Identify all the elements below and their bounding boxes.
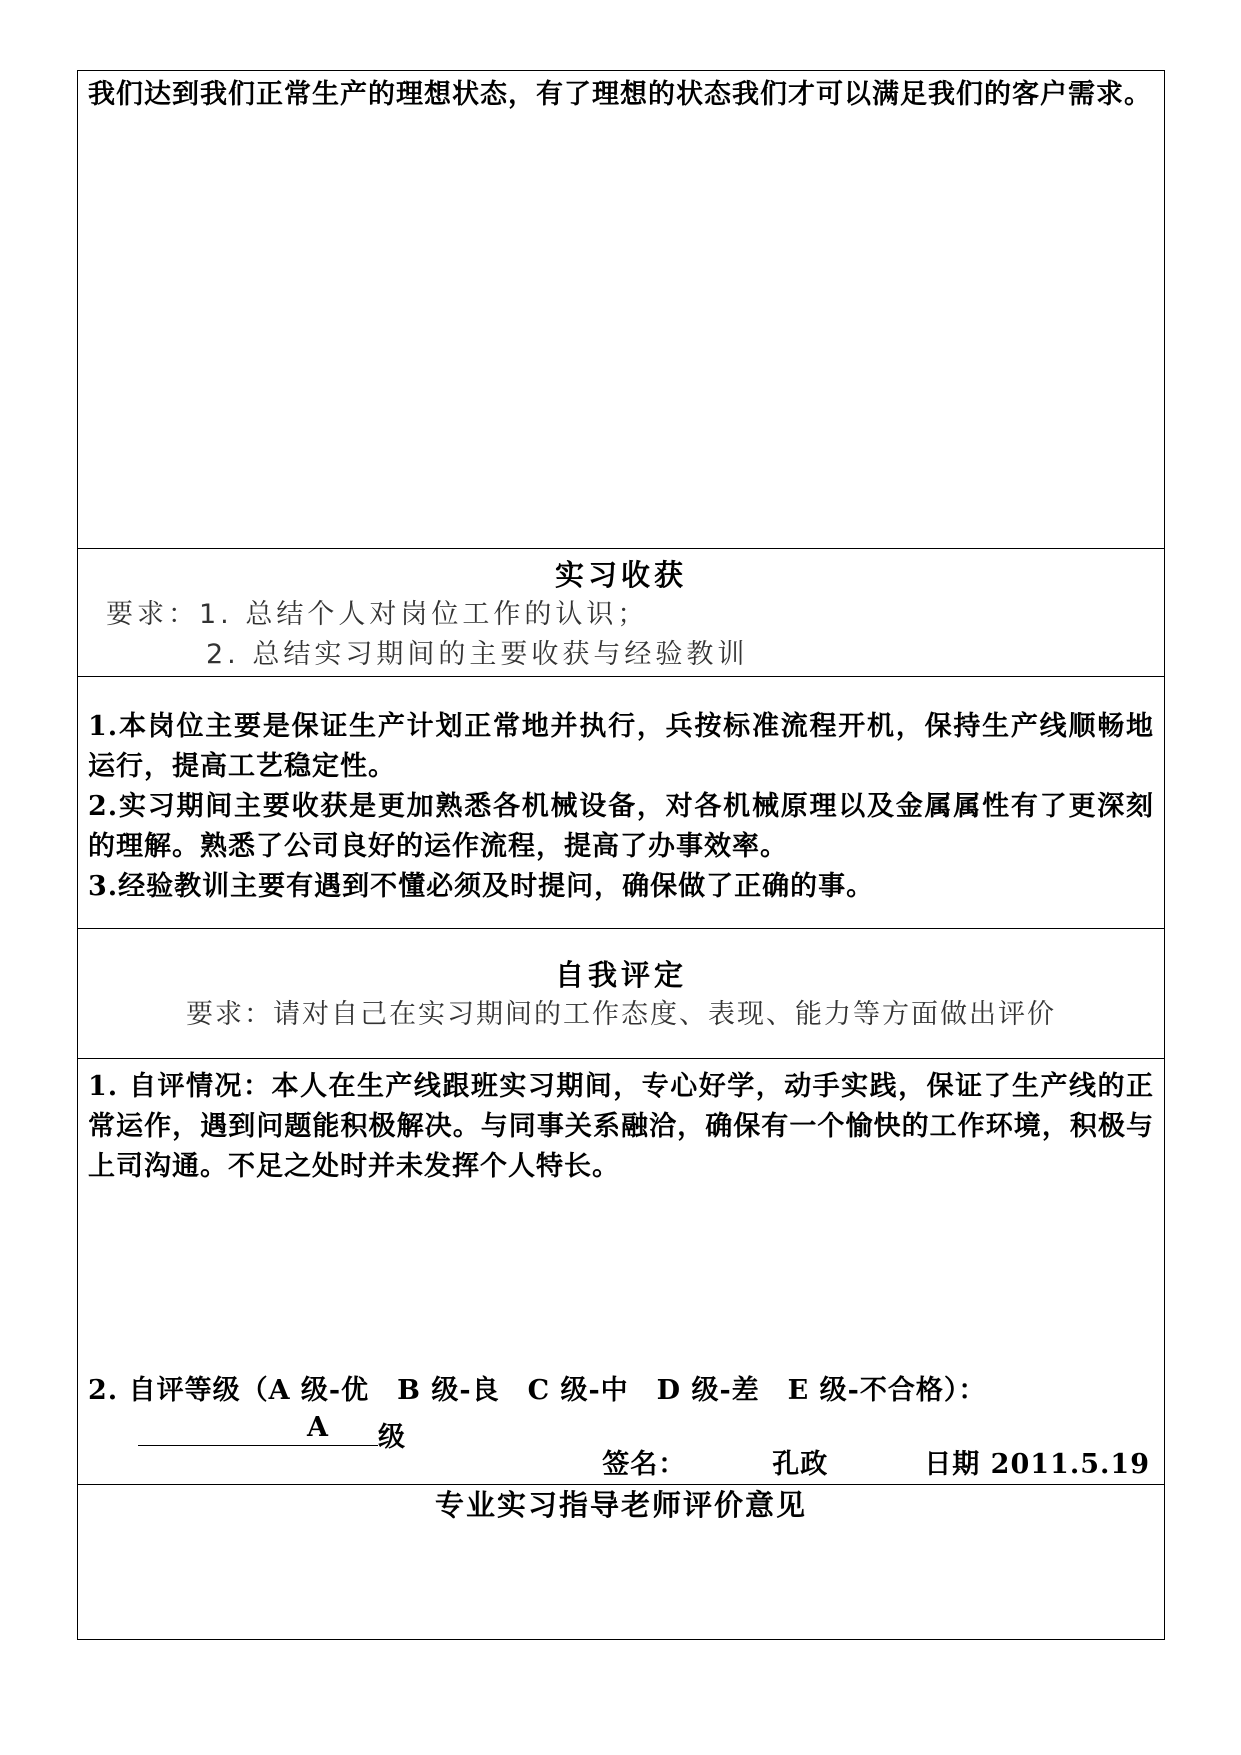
harvest-paragraph-1: 1.本岗位主要是保证生产计划正常地并执行，兵按标准流程开机，保持生产线顺畅地运行，提高工艺稳定性。 — [88, 711, 1154, 782]
sign-name: 孔政 — [772, 1449, 829, 1480]
teacher-section — [78, 1485, 1164, 1641]
sign-label: 签名： — [602, 1449, 687, 1480]
evaluation-table — [77, 70, 1165, 1640]
harvest-requirement-2 — [78, 635, 1164, 675]
harvest-body — [78, 677, 1164, 907]
grade-suffix: 级 — [378, 1422, 405, 1453]
self-eval-requirement: 要求：请对自己在实习期间的工作态度、表现、能力等方面做出评价 — [186, 999, 1056, 1030]
harvest-header-section — [78, 549, 1164, 677]
date-label: 日期 2011.5.19 — [924, 1449, 1150, 1480]
teacher-title: 专业实习指导老师评价意见 — [434, 1488, 807, 1522]
harvest-requirement-1 — [78, 595, 1164, 635]
harvest-requirement-item-1: 1. 总结个人对岗位工作的认识； — [199, 599, 649, 630]
harvest-paragraph-2: 2.实习期间主要收获是更加熟悉各机械设备，对各机械原理以及金属属性有了更深刻的理解。熟悉了公司良好的运作流程，提高了办事效率。 — [88, 791, 1154, 862]
self-eval-body-section — [78, 1059, 1164, 1485]
continuation-text: 我们达到我们正常生产的理想状态，有了理想的状态我们才可以满足我们的客户需求。 — [88, 79, 1152, 110]
grade-value: A — [307, 1412, 328, 1443]
signature-row — [602, 1445, 1150, 1485]
harvest-body-section — [78, 677, 1164, 929]
self-eval-title: 自我评定 — [554, 958, 687, 992]
self-eval-grade-row — [138, 1411, 405, 1458]
self-eval-grade-prompt: 2. 自评等级（A 级-优 B 级-良 C 级-中 D 级-差 E 级-不合格）： — [88, 1375, 987, 1406]
harvest-paragraph-3: 3.经验教训主要有遇到不懂必须及时提问，确保做了正确的事。 — [88, 871, 875, 902]
harvest-requirement-item-2: 2. 总结实习期间的主要收获与经验教训 — [206, 639, 749, 670]
self-eval-situation: 1. 自评情况：本人在生产线跟班实习期间，专心好学，动手实践，保证了生产线的正常运作，遇到问题能积极解决。与同事关系融洽，确保有一个愉快的工作环境，积极与上司沟通。不足之处时并未发挥个人特长。 — [88, 1071, 1154, 1182]
harvest-requirement-label: 要求： — [106, 599, 199, 630]
grade-blank — [138, 1411, 378, 1446]
self-eval-header-section — [78, 929, 1164, 1059]
harvest-title: 实习收获 — [554, 558, 687, 592]
continuation-section — [78, 71, 1164, 549]
